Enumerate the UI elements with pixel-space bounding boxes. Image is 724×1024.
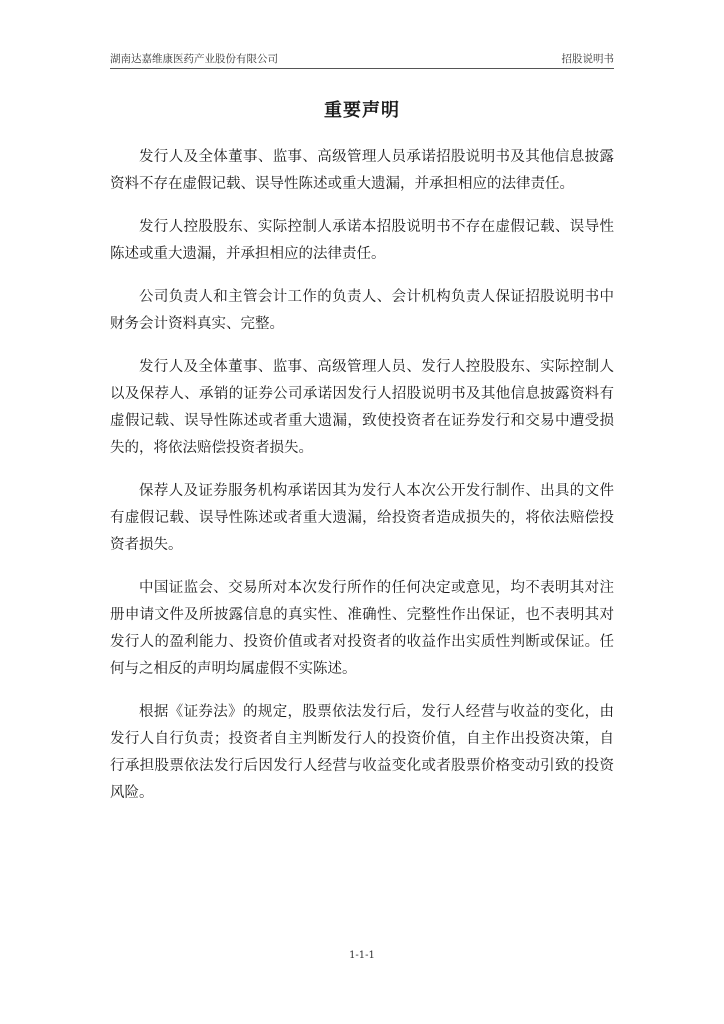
paragraph-1: 发行人及全体董事、监事、高级管理人员承诺招股说明书及其他信息披露资料不存在虚假记载、误导性陈述或重大遗漏，并承担相应的法律责任。 — [110, 149, 614, 192]
paragraph-4: 发行人及全体董事、监事、高级管理人员、发行人控股股东、实际控制人以及保荐人、承销的证券公司承诺因发行人招股说明书及其他信息披露资料有虚假记载、误导性陈述或者重大遗漏，致使投资者在证券发行和交易中遭受损失的，将依法赔偿投资者损失。 — [110, 359, 614, 456]
paragraph-6: 中国证监会、交易所对本次发行所作的任何决定或意见，均不表明其对注册申请文件及所披露信息的真实性、准确性、完整性作出保证，也不表明其对发行人的盈利能力、投资价值或者对投资者的收益作出实质性判断或保证。任何与之相反的声明均属虚假不实陈述。 — [110, 580, 614, 677]
header-document-type: 招股说明书 — [561, 53, 614, 65]
header-divider — [110, 68, 614, 69]
page-header — [110, 50, 614, 66]
header-company-name: 湖南达嘉维康医药产业股份有限公司 — [110, 53, 278, 65]
statement-body — [110, 144, 614, 823]
page-number: 1-1-1 — [349, 950, 375, 961]
paragraph-3: 公司负责人和主管会计工作的负责人、会计机构负责人保证招股说明书中财务会计资料真实、完整。 — [110, 289, 614, 332]
paragraph-7: 根据《证券法》的规定，股票依法发行后，发行人经营与收益的变化，由发行人自行负责；投资者自主判断发行人的投资价值，自主作出投资决策，自行承担股票依法发行后因发行人经营与收益变化或者股票价格变动引致的投资风险。 — [110, 704, 614, 801]
paragraph-2: 发行人控股股东、实际控制人承诺本招股说明书不存在虚假记载、误导性陈述或重大遗漏，并承担相应的法律责任。 — [110, 219, 614, 262]
page-title: 重要声明 — [324, 100, 400, 121]
paragraph-5: 保荐人及证券服务机构承诺因其为发行人本次公开发行制作、出具的文件有虚假记载、误导性陈述或者重大遗漏，给投资者造成损失的，将依法赔偿投资者损失。 — [110, 483, 614, 553]
